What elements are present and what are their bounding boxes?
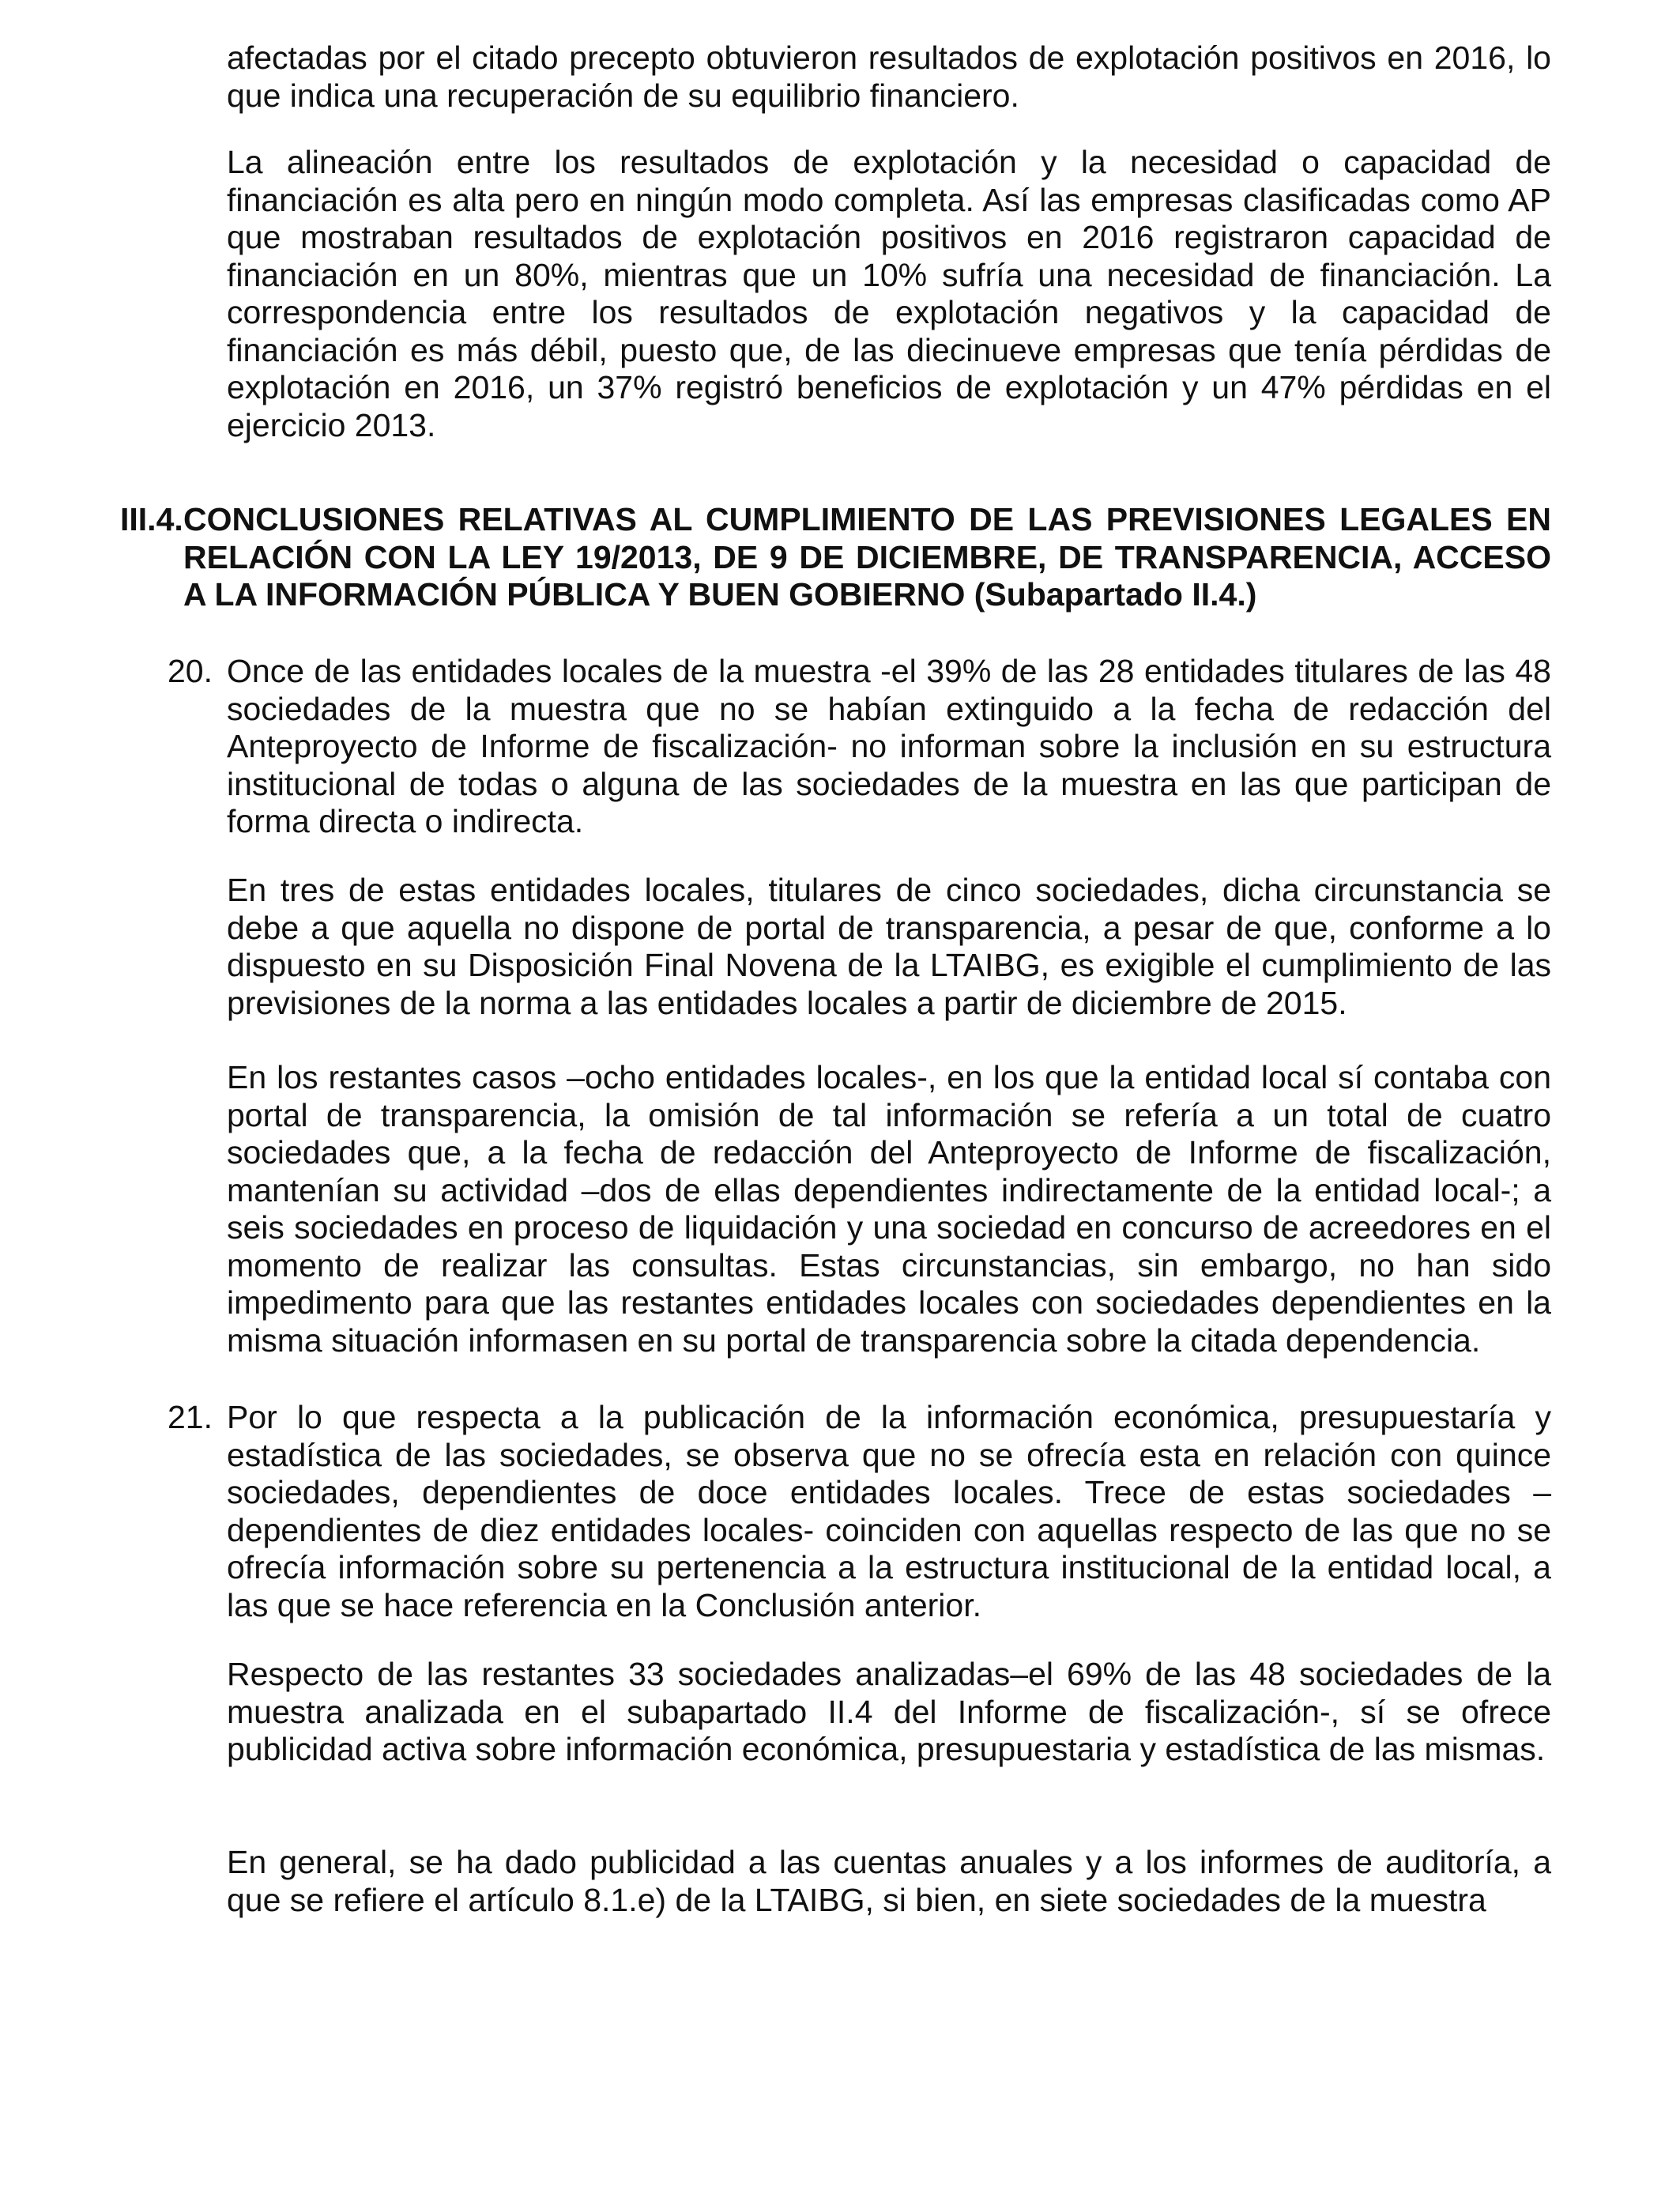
item-20-paragraph-2: En tres de estas entidades locales, titulares de cinco sociedades, dicha circunstancia se debe a que aquella no dispone de portal de transparencia, a pesar de que, conforme a lo dispuesto en su Disposición Final Novena de la LTAIBG, es exigible el cumplimiento de las previsiones de la norma a las entidades locales a partir de diciembre de 2015. [227, 872, 1551, 1021]
item-21-paragraph-1: Por lo que respecta a la publicación de la información económica, presupuestaría y estadística de las sociedades, se observa que no se ofrecía esta en relación con quince sociedades, dependientes de doce entidades locales. Trece de estas sociedades –dependientes de diez entidades locales- coinciden con aquellas respecto de las que no se ofrecía información sobre su pertenencia a la estructura institucional de la entidad local, a las que se hace referencia en la Conclusión anterior. [227, 1399, 1551, 1623]
item-number-21: 21. [168, 1399, 213, 1435]
section-number: III.4. [120, 501, 183, 537]
item-21-paragraph-2: Respecto de las restantes 33 sociedades analizadas–el 69% de las 48 sociedades de la muestra analizada en el subapartado II.4 del Informe de fiscalización-, sí se ofrece publicidad activa sobre información económica, presupuestaria y estadística de las mismas. [227, 1656, 1551, 1767]
item-20-paragraph-1: Once de las entidades locales de la muestra -el 39% de las 28 entidades titulares de las 48 sociedades de la muestra que no se habían extinguido a la fecha de redacción del Anteproyecto de Informe de fiscalización- no informan sobre la inclusión en su estructura institucional de todas o alguna de las sociedades de la muestra en las que participan de forma directa o indirecta. [227, 653, 1551, 839]
paragraph-continuation: afectadas por el citado precepto obtuvieron resultados de explotación positivos en 2016, lo que indica una recuperación de su equilibrio financiero. [227, 40, 1551, 114]
item-number-20: 20. [168, 653, 213, 689]
section-heading [120, 501, 1551, 614]
item-21-paragraph-3: En general, se ha dado publicidad a las cuentas anuales y a los informes de auditoría, a que se refiere el artículo 8.1.e) de la LTAIBG, si bien, en siete sociedades de la muestra [227, 1844, 1551, 1918]
paragraph-alineacion: La alineación entre los resultados de explotación y la necesidad o capacidad de financiación es alta pero en ningún modo completa. Así las empresas clasificadas como AP que mostraban resultados de explotación positivos en 2016 registraron capacidad de financiación en un 80%, mientras que un 10% sufría una necesidad de financiación. La correspondencia entre los resultados de explotación negativos y la capacidad de financiación es más débil, puesto que, de las diecinueve empresas que tenía pérdidas de explotación en 2016, un 37% registró beneficios de explotación y un 47% pérdidas en el ejercicio 2013. [227, 144, 1551, 443]
item-20-paragraph-3: En los restantes casos –ocho entidades locales-, en los que la entidad local sí contaba con portal de transparencia, la omisión de tal información se refería a un total de cuatro sociedades que, a la fecha de redacción del Anteproyecto de Informe de fiscalización, mantenían su actividad –dos de ellas dependientes indirectamente de la entidad local-; a seis sociedades en proceso de liquidación y una sociedad en concurso de acreedores en el momento de realizar las consultas. Estas circunstancias, sin embargo, no han sido impedimento para que las restantes entidades locales con sociedades dependientes en la misma situación informasen en su portal de transparencia sobre la citada dependencia. [227, 1059, 1551, 1359]
section-title: CONCLUSIONES RELATIVAS AL CUMPLIMIENTO DE LAS PREVISIONES LEGALES EN RELACIÓN CON LA LEY 19/2013, DE 9 DE DICIEMBRE, DE TRANSPARENCIA, ACCESO A LA INFORMACIÓN PÚBLICA Y BUEN GOBIERNO (Subapartado II.4.) [183, 501, 1551, 613]
